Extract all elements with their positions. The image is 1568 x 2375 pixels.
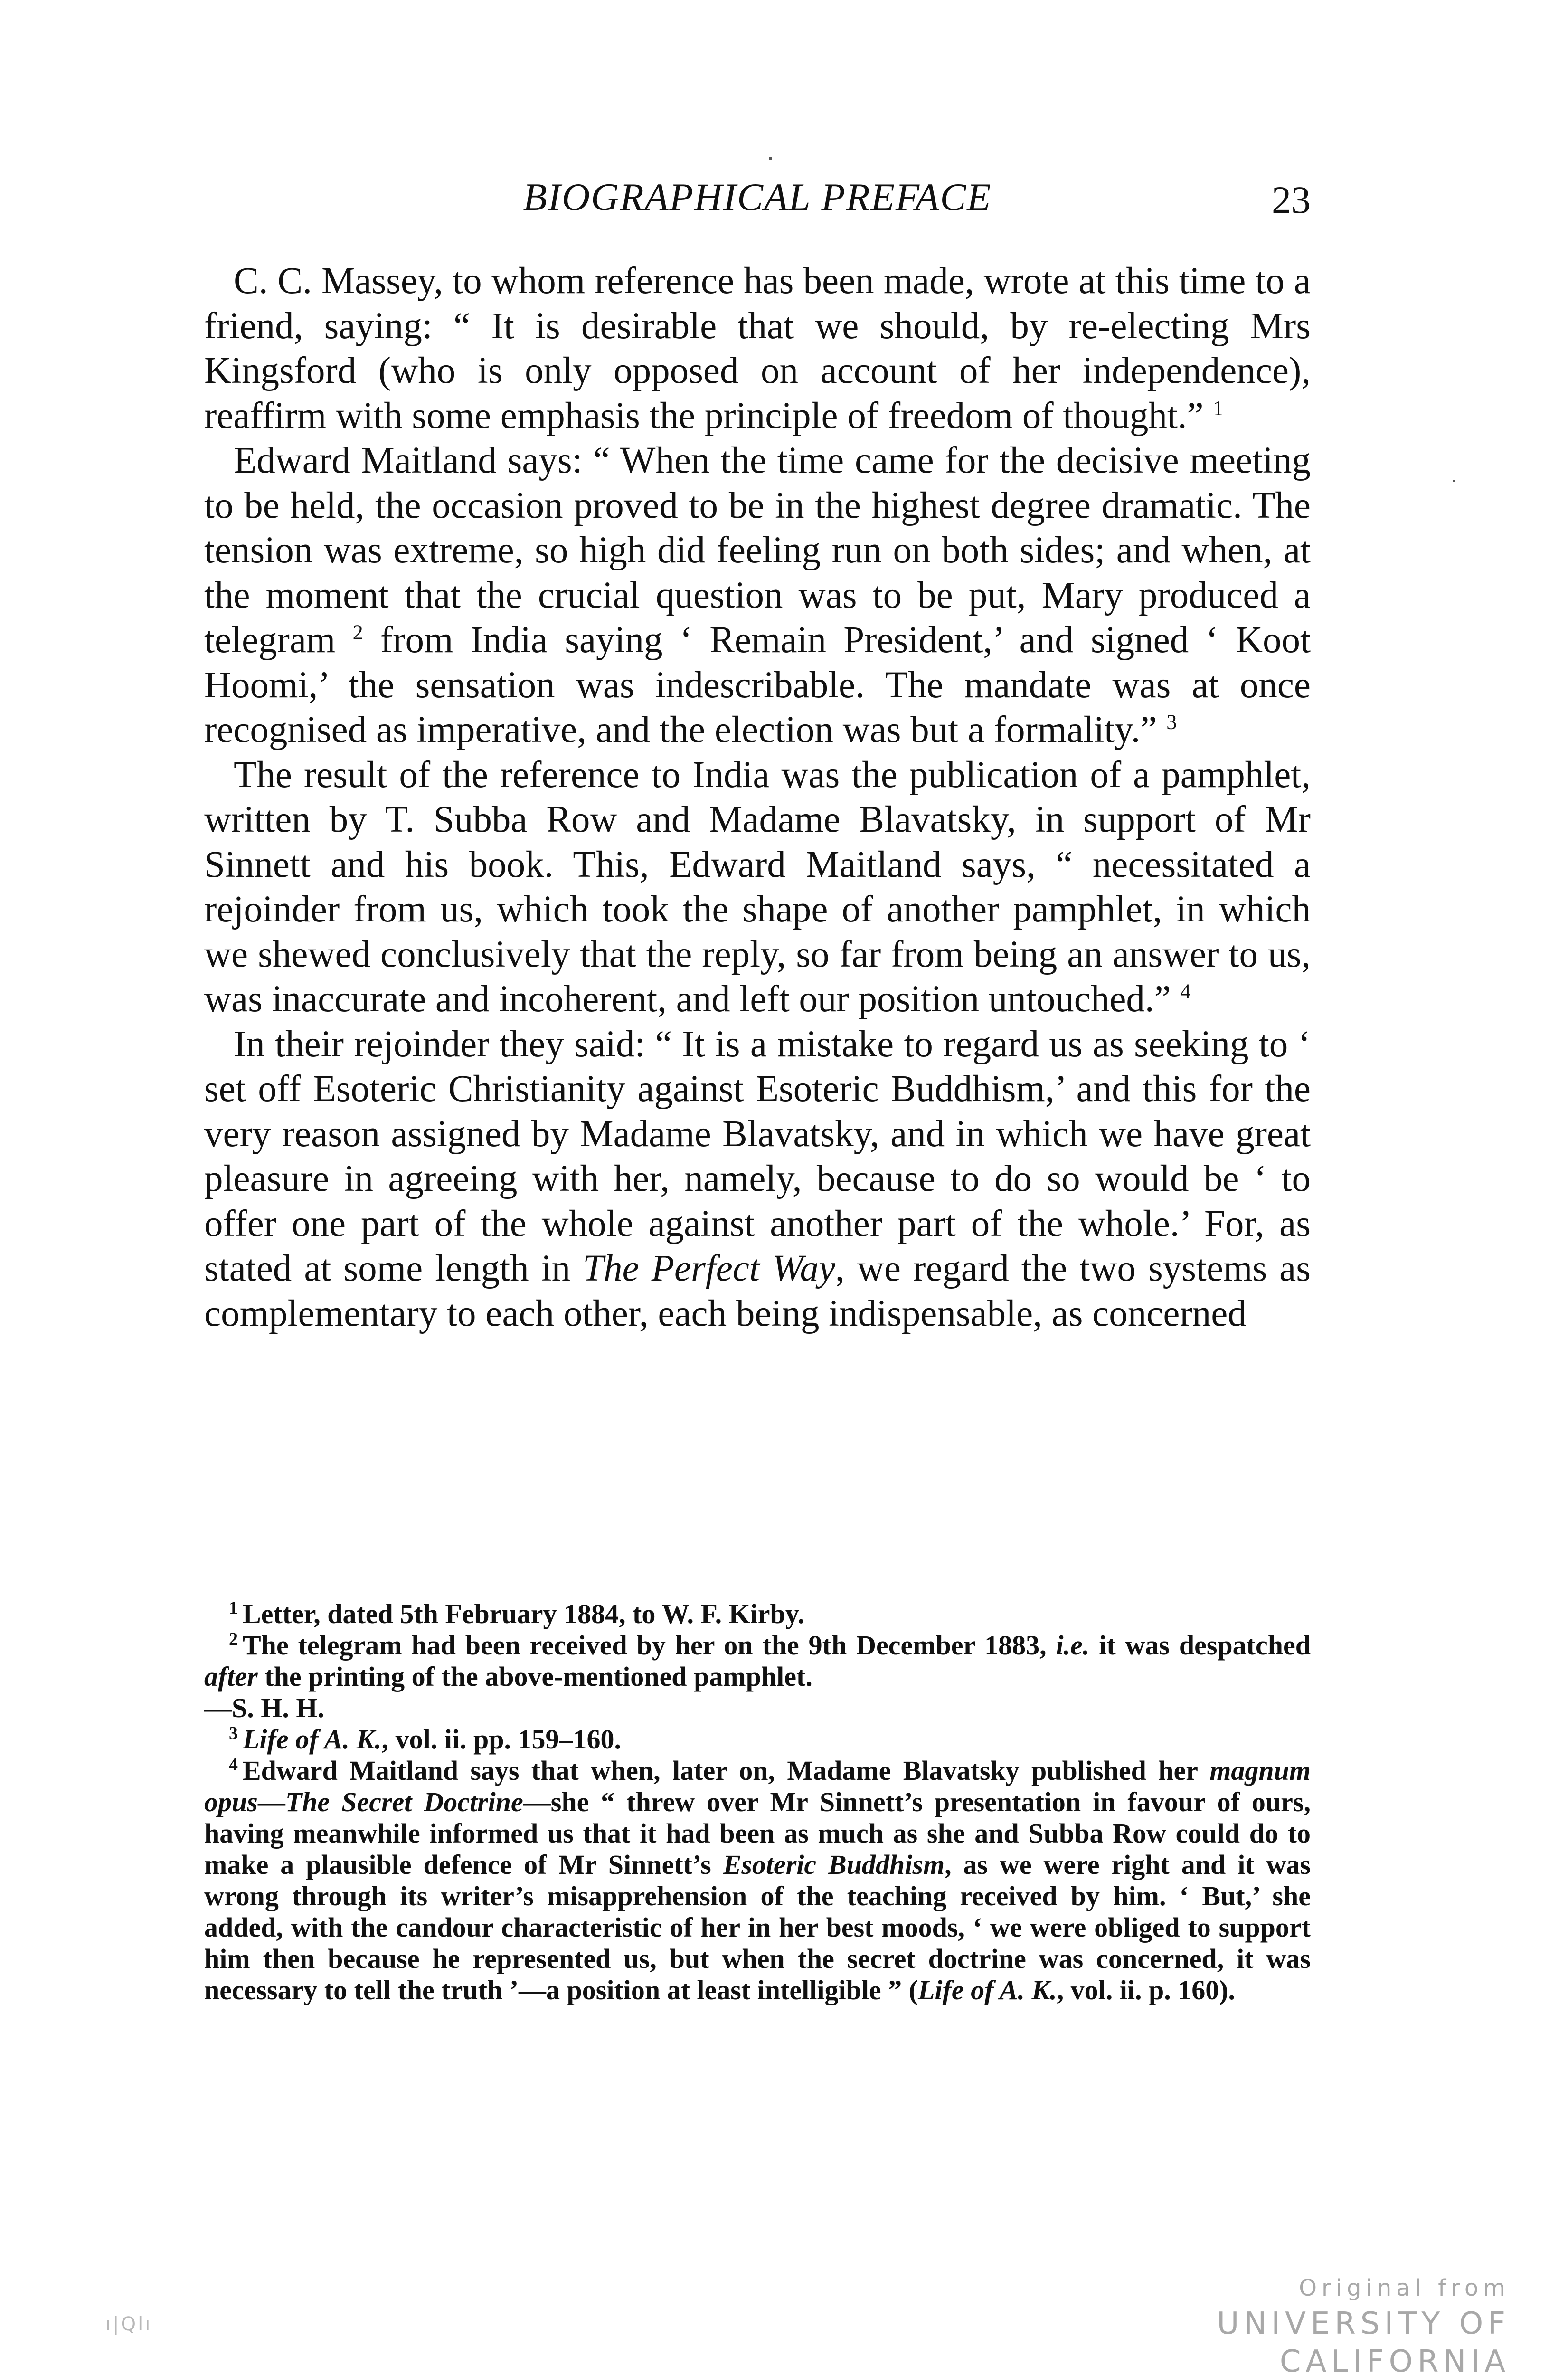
italic-title: Life of A. K. bbox=[243, 1724, 382, 1755]
italic-title: Esoteric Buddhism bbox=[723, 1849, 945, 1880]
scan-speck bbox=[769, 157, 772, 160]
text-run: from India saying ‘ Remain President,’ and signed ‘ Koot Hoomi,’ the sensation was indescribable. The mandate was at once recognised as imperative, and the election was but a formality.” bbox=[204, 619, 1311, 750]
footnotes bbox=[204, 1598, 1311, 2006]
footnote-signature: —S. H. H. bbox=[204, 1692, 324, 1723]
scan-watermark-left: ı|Qlı bbox=[105, 2313, 152, 2335]
page-number: 23 bbox=[1272, 178, 1311, 221]
italic-title: after bbox=[204, 1661, 258, 1692]
text-run: The result of the reference to India was the publication of a pamphlet, written by T. Subba Row and Madame Blavatsky, in support of Mr Sinnett and his book. This, Edward Maitland says, “ necessitated a rejoinder from us, which took the shape of another pamphlet, in which we shewed conclusively that the reply, so far from being an answer to us, was inaccurate and incoherent, and left our position untouched.” bbox=[204, 754, 1311, 1020]
text-run: , vol. ii. pp. 159–160. bbox=[381, 1724, 621, 1755]
text-run: —she “ threw over Mr Sinnett’s presentation in favour of ours, having meanwhile informed us that it had been as much as she and Subba Row could do to make a plausible defence of Mr Sinnett’s bbox=[204, 1786, 1311, 1880]
italic-title: The Secret Doctrine bbox=[285, 1786, 523, 1817]
footnote-mark: 4 bbox=[229, 1754, 238, 1775]
watermark-original-from: Original from bbox=[1299, 2275, 1510, 2301]
paragraph bbox=[204, 259, 1311, 438]
paragraph bbox=[204, 438, 1311, 753]
text-run: , we regard the two systems as complementary to each other, each being indispensable, as concerned bbox=[204, 1248, 1311, 1334]
footnote-mark: 2 bbox=[229, 1629, 238, 1649]
text-run: Edward Maitland says: “ When the time came for the decisive meeting to be held, the occasion proved to be in the highest degree dramatic. The tension was extreme, so high did feeling run on both sides; and when, at the moment that the crucial question was to be put, Mary produced a telegram bbox=[204, 440, 1311, 661]
running-title: BIOGRAPHICAL PREFACE bbox=[523, 175, 992, 218]
footnote-ref: 3 bbox=[1166, 710, 1177, 734]
page-header bbox=[204, 175, 1311, 232]
paragraph bbox=[204, 1022, 1311, 1337]
text-run: In their rejoinder they said: “ It is a mistake to regard us as seeking to ‘ set off Esoteric Christianity against Esoteric Buddhism,’ and this for the very reason assigned by Madame Blavatsky, and in which we have great pleasure in agreeing with her, namely, because to do so would be ‘ to offer one part of the whole against another part of the whole.’ For, as stated at some length in bbox=[204, 1023, 1311, 1289]
body-text bbox=[204, 259, 1311, 1336]
italic-title: Life of A. K. bbox=[918, 1975, 1057, 2005]
text-run: , vol. ii. p. 160). bbox=[1057, 1975, 1236, 2005]
watermark-university: UNIVERSITY OF CALIFORNIA bbox=[1217, 2306, 1510, 2375]
text-run: , as we were right and it was wrong through its writer’s misapprehension of the teaching received by him. ‘ But,’ she added, with the candour characteristic of her in her best moods, ‘ we were obliged to support him then because he represented us, but when the secret doctrine was concerned, it was necessary to tell the truth ’—a position at least intelligible ” ( bbox=[204, 1849, 1311, 2005]
footnote-ref: 4 bbox=[1180, 979, 1191, 1003]
footnote bbox=[204, 1630, 1311, 1724]
paragraph bbox=[204, 753, 1311, 1022]
footnote-mark: 1 bbox=[229, 1597, 238, 1618]
italic-title: i.e. bbox=[1056, 1630, 1090, 1661]
footnote bbox=[204, 1598, 1311, 1630]
text-run: — bbox=[257, 1786, 285, 1817]
library-watermark bbox=[1035, 2271, 1510, 2375]
italic-title: magnum opus bbox=[204, 1755, 1311, 1817]
text-run: The telegram had been received by her on the 9th December 1883, bbox=[243, 1630, 1056, 1661]
text-run: C. C. Massey, to whom reference has been made, wrote at this time to a friend, saying: “ It is desirable that we should, by re-electing Mrs Kingsford (who is only opposed on account of her independence), reaffirm with some emphasis the principle of freedom of thought.” bbox=[204, 260, 1311, 437]
scan-speck bbox=[1453, 480, 1455, 482]
footnote-mark: 3 bbox=[229, 1723, 238, 1743]
text-run: Edward Maitland says that when, later on, Madame Blavatsky published her bbox=[243, 1755, 1210, 1786]
text-run: it was despatched bbox=[1089, 1630, 1311, 1661]
footnote bbox=[204, 1755, 1311, 2006]
italic-title: The Perfect Way bbox=[583, 1248, 836, 1289]
text-run: Letter, dated 5th February 1884, to W. F. Kirby. bbox=[243, 1598, 805, 1629]
footnote-ref: 2 bbox=[352, 620, 363, 644]
text-run: the printing of the above-mentioned pamphlet. bbox=[257, 1661, 812, 1692]
footnote bbox=[204, 1724, 1311, 1755]
footnote-ref: 1 bbox=[1213, 396, 1224, 420]
